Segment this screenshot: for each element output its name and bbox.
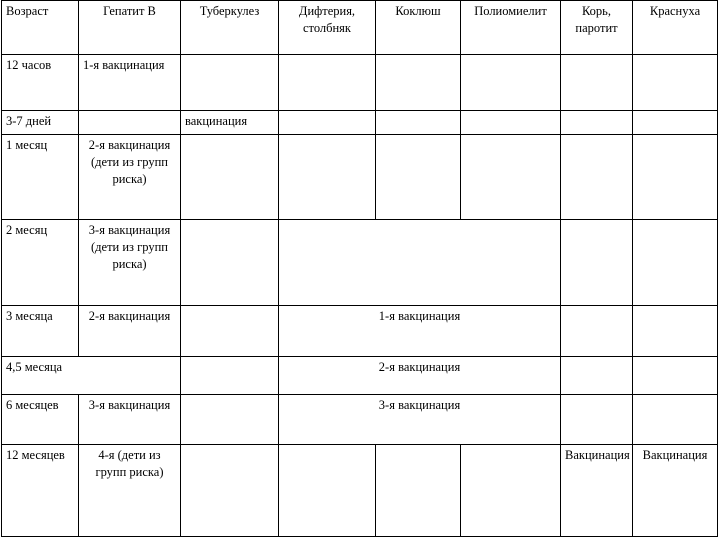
diphtheria-tetanus-cell: [279, 135, 376, 220]
header-polio: Полиомиелит: [461, 1, 561, 55]
hepatitis-b-cell: 2-я вакцинация: [79, 306, 181, 357]
table-row: [2, 445, 718, 537]
header-tuberculosis: Туберкулез: [181, 1, 279, 55]
header-diphtheria-tetanus: Дифтерия, столбняк: [279, 1, 376, 55]
polio-cell: [461, 55, 561, 111]
hepatitis-b-cell: 3-я вакцинация: [79, 395, 181, 445]
table-row: [2, 55, 718, 111]
dtp-pertussis-polio-span-cell: 1-я вакцинация: [279, 306, 561, 357]
rubella-cell: [633, 220, 718, 306]
measles-mumps-cell: [561, 135, 633, 220]
dtp-pertussis-polio-span-cell: 3-я вакцинация: [279, 395, 561, 445]
header-age: Возраст: [2, 1, 79, 55]
age-cell: 4,5 месяца: [2, 357, 181, 395]
hepatitis-b-cell: 2-я вакцинация (дети из групп риска): [79, 135, 181, 220]
table-row: [2, 135, 718, 220]
pertussis-cell: [376, 55, 461, 111]
age-cell: 1 месяц: [2, 135, 79, 220]
vaccination-schedule-table: [1, 0, 718, 537]
table-row: [2, 111, 718, 135]
header-rubella: Краснуха: [633, 1, 718, 55]
tuberculosis-cell: [181, 135, 279, 220]
pertussis-cell: [376, 135, 461, 220]
tuberculosis-cell: [181, 220, 279, 306]
tuberculosis-cell: [181, 445, 279, 537]
hepatitis-b-cell: 1-я вакцинация: [79, 55, 181, 111]
table-row: [2, 357, 718, 395]
header-hepatitis-b: Гепатит В: [79, 1, 181, 55]
diphtheria-tetanus-cell: [279, 445, 376, 537]
header-measles-mumps: Корь, паротит: [561, 1, 633, 55]
header-row: [2, 1, 718, 55]
age-cell: 6 месяцев: [2, 395, 79, 445]
table-row: [2, 306, 718, 357]
rubella-cell: [633, 55, 718, 111]
tuberculosis-cell: [181, 357, 279, 395]
header-pertussis: Коклюш: [376, 1, 461, 55]
age-cell: 3 месяца: [2, 306, 79, 357]
pertussis-cell: [376, 111, 461, 135]
tuberculosis-cell: вакцинация: [181, 111, 279, 135]
dtp-pertussis-polio-span-cell: 2-я вакцинация: [279, 357, 561, 395]
polio-cell: [461, 135, 561, 220]
dtp-pertussis-polio-cell: [279, 220, 561, 306]
measles-mumps-cell: [561, 55, 633, 111]
diphtheria-tetanus-cell: [279, 111, 376, 135]
hepatitis-b-cell: 3-я вакцинация (дети из групп риска): [79, 220, 181, 306]
rubella-cell: Вакцинация: [633, 445, 718, 537]
polio-cell: [461, 111, 561, 135]
rubella-cell: [633, 135, 718, 220]
pertussis-cell: [376, 445, 461, 537]
measles-mumps-cell: [561, 395, 633, 445]
hepatitis-b-cell: [79, 111, 181, 135]
rubella-cell: [633, 395, 718, 445]
age-cell: 12 часов: [2, 55, 79, 111]
diphtheria-tetanus-cell: [279, 55, 376, 111]
age-cell: 12 месяцев: [2, 445, 79, 537]
tuberculosis-cell: [181, 55, 279, 111]
table-row: [2, 395, 718, 445]
measles-mumps-cell: [561, 220, 633, 306]
rubella-cell: [633, 306, 718, 357]
age-cell: 2 месяц: [2, 220, 79, 306]
hepatitis-b-cell: 4-я (дети из групп риска): [79, 445, 181, 537]
rubella-cell: [633, 111, 718, 135]
rubella-cell: [633, 357, 718, 395]
measles-mumps-cell: Вакцинация: [561, 445, 633, 537]
tuberculosis-cell: [181, 306, 279, 357]
measles-mumps-cell: [561, 111, 633, 135]
tuberculosis-cell: [181, 395, 279, 445]
age-cell: 3-7 дней: [2, 111, 79, 135]
table-row: [2, 220, 718, 306]
polio-cell: [461, 445, 561, 537]
measles-mumps-cell: [561, 306, 633, 357]
measles-mumps-cell: [561, 357, 633, 395]
